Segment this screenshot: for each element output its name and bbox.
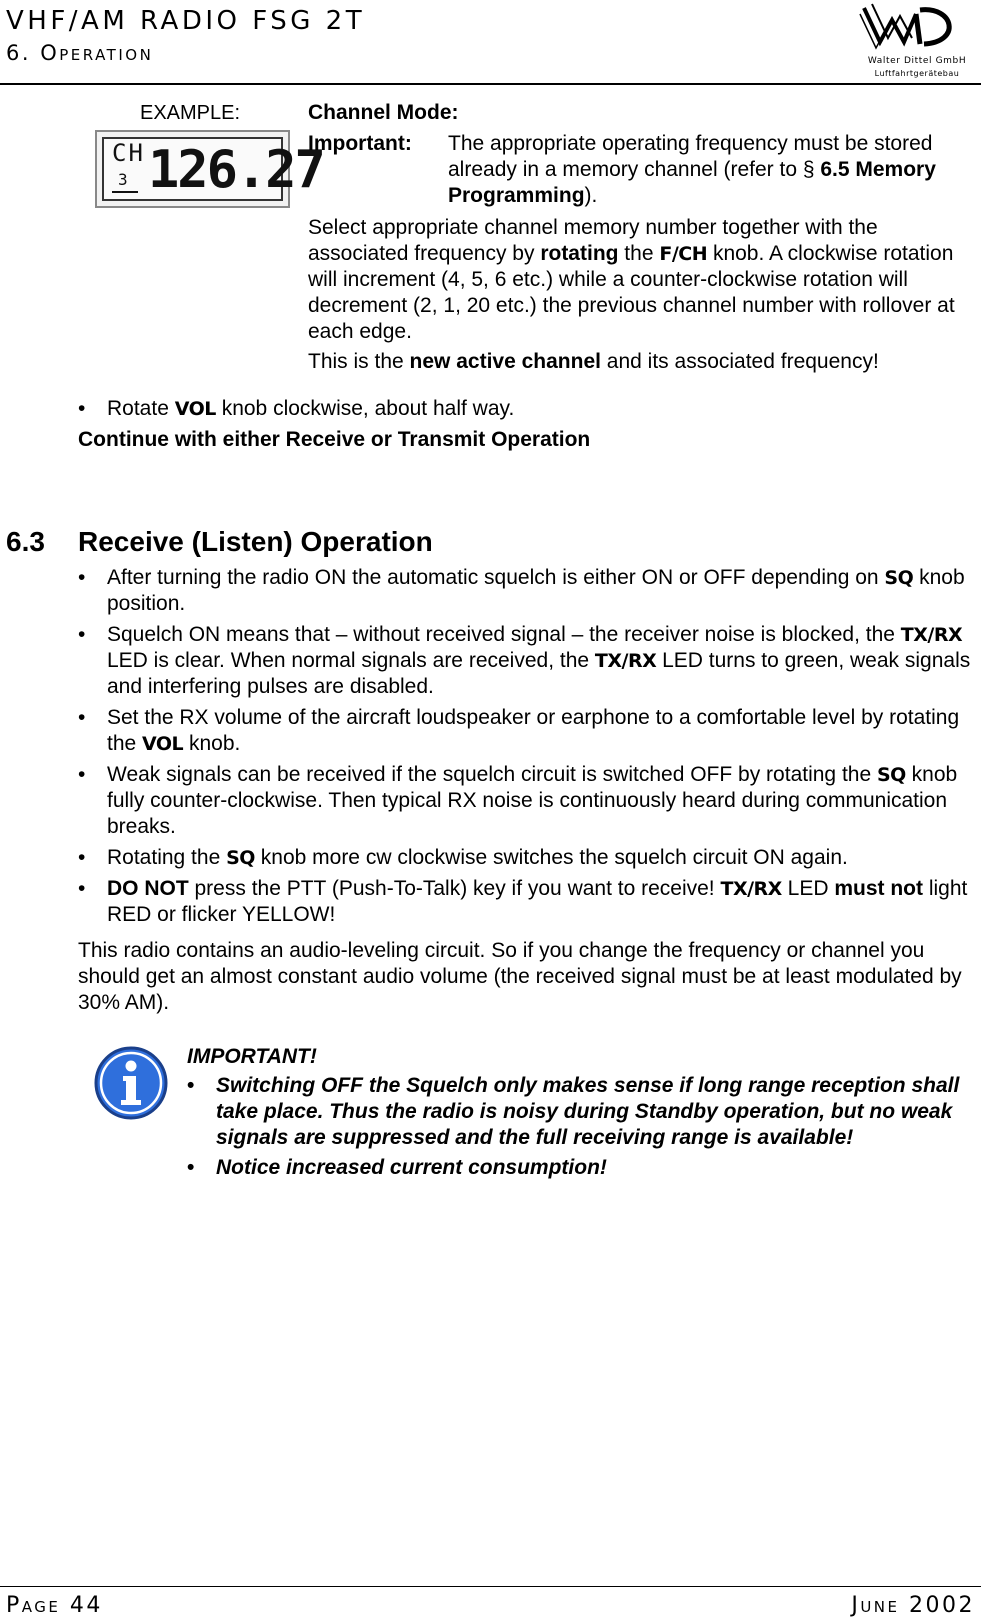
vol-knob-label: VOL bbox=[142, 733, 184, 755]
vol-knob-label: VOL bbox=[174, 398, 216, 420]
fch-knob-label: F/CH bbox=[659, 243, 708, 265]
b3-text-b: knob. bbox=[183, 732, 241, 755]
important-text bbox=[448, 131, 976, 209]
note-item-2: Notice increased current consumption! bbox=[216, 1156, 607, 1179]
memory-programming-ref: 6.5 Memory Programming bbox=[448, 158, 936, 207]
bullet-dot: • bbox=[78, 877, 86, 900]
b1-text-b: knob position. bbox=[107, 566, 965, 615]
p1-text-a: Select appropriate channel memory number together with the associated frequency by bbox=[308, 216, 878, 265]
document-title: VHF/AM RADIO FSG 2T bbox=[6, 6, 366, 36]
footer-rule bbox=[0, 1586, 981, 1587]
channel-select-paragraph bbox=[308, 215, 976, 345]
b5-text-b: knob more cw clockwise switches the squelch circuit ON again. bbox=[254, 846, 848, 869]
b6-text-e: light RED or flicker YELLOW! bbox=[107, 877, 968, 926]
b2-text-a: Squelch ON means that – without received signal – the receiver noise is blocked, the bbox=[107, 623, 901, 646]
list-item bbox=[78, 762, 976, 840]
info-icon-graphic bbox=[93, 1045, 169, 1121]
list-item bbox=[78, 845, 976, 871]
lcd-frequency: 126.27 bbox=[148, 140, 324, 200]
list-item bbox=[78, 622, 976, 700]
important-note-list bbox=[187, 1073, 977, 1181]
channel-mode-heading: Channel Mode: bbox=[308, 101, 459, 124]
important-label: Important: bbox=[308, 132, 412, 155]
vol-text-a: Rotate bbox=[107, 397, 175, 420]
p1-text-c: the bbox=[618, 242, 660, 265]
header-rule bbox=[0, 83, 981, 85]
note-item-1: Switching OFF the Squelch only makes sense if long range reception shall take place. Thus the radio is noisy during Standby operation, but no weak signals are suppressed and the full receiving range is available! bbox=[216, 1074, 960, 1149]
active-channel-paragraph bbox=[308, 349, 976, 375]
page-number: Page 44 bbox=[6, 1593, 103, 1618]
list-item bbox=[78, 565, 976, 617]
sq-knob-label: SQ bbox=[884, 567, 914, 589]
lcd-ch-indicator: CH bbox=[112, 139, 145, 167]
lcd-channel-number: 3 bbox=[118, 170, 128, 189]
important-text-b: ). bbox=[584, 184, 598, 207]
txrx-led-label: TX/RX bbox=[900, 624, 963, 646]
bullet-dot: • bbox=[187, 1156, 195, 1179]
txrx-led-label: TX/RX bbox=[594, 650, 657, 672]
lcd-display bbox=[95, 130, 324, 208]
chapter-title: 6. Operation bbox=[6, 41, 154, 65]
bullet-dot: • bbox=[78, 623, 86, 646]
b2-text-c: LED turns to green, weak signals and interfering pulses are disabled. bbox=[107, 649, 971, 698]
company-logo bbox=[858, 0, 976, 82]
p2-text-a: This is the bbox=[308, 350, 410, 373]
section-number: 6.3 bbox=[6, 526, 45, 557]
must-not-warning: must not bbox=[834, 877, 923, 900]
b2-text-b: LED is clear. When normal signals are received, the bbox=[107, 649, 595, 672]
p2-new-active-channel: new active channel bbox=[409, 350, 601, 373]
bullet-dot: • bbox=[78, 846, 86, 869]
b6-text-b: press the PTT (Push-To-Talk) key if you want to receive! bbox=[188, 877, 721, 900]
b3-text-a: Set the RX volume of the aircraft loudspeaker or earphone to a comfortable level by rotating the bbox=[107, 706, 960, 755]
audio-leveling-paragraph: This radio contains an audio-leveling circuit. So if you change the frequency or channel you should get an almost constant audio volume (the received signal must be at least modulated by 30% AM). bbox=[78, 939, 962, 1014]
b4-text-b: knob fully counter-clockwise. Then typical RX noise is continuously heard during communication breaks. bbox=[107, 763, 958, 838]
important-text-a: The appropriate operating frequency must be stored already in a memory channel (refer to § bbox=[448, 132, 933, 181]
example-label: EXAMPLE: bbox=[140, 102, 241, 124]
sq-knob-label: SQ bbox=[876, 764, 906, 786]
section-heading bbox=[6, 525, 433, 559]
sq-knob-label: SQ bbox=[226, 847, 255, 869]
p1-text-d: knob. A clockwise rotation will increment (4, 5, 6 etc.) while a counter-clockwise rotation will decrement (2, 1, 20 etc.) the previous channel number with rollover at each edge. bbox=[308, 242, 955, 343]
continue-note: Continue with either Receive or Transmit Operation bbox=[78, 428, 591, 451]
bullet-dot: • bbox=[187, 1074, 195, 1097]
p2-text-c: and its associated frequency! bbox=[600, 350, 879, 373]
b5-text-a: Rotating the bbox=[107, 846, 227, 869]
do-not-warning: DO NOT bbox=[107, 877, 189, 900]
info-icon bbox=[93, 1045, 169, 1121]
important-note bbox=[187, 1044, 977, 1185]
lcd-underline bbox=[112, 191, 138, 193]
txrx-led-label: TX/RX bbox=[720, 878, 782, 900]
b4-text-a: Weak signals can be received if the squelch circuit is switched OFF by rotating the bbox=[107, 763, 877, 786]
b1-text-a: After turning the radio ON the automatic squelch is either ON or OFF depending on bbox=[107, 566, 885, 589]
receive-bullet-list bbox=[78, 565, 976, 933]
list-item bbox=[187, 1155, 977, 1181]
list-item bbox=[78, 876, 976, 928]
logo-line-1: Walter Dittel GmbH bbox=[867, 56, 967, 66]
list-item bbox=[187, 1073, 977, 1151]
vol-text-b: knob clockwise, about half way. bbox=[215, 397, 515, 420]
bullet-dot: • bbox=[78, 706, 86, 729]
important-note-heading: IMPORTANT! bbox=[187, 1045, 317, 1068]
logo-line-2: Luftfahrtgerätebau bbox=[874, 69, 960, 78]
section-title: Receive (Listen) Operation bbox=[78, 526, 433, 557]
bullet-dot: • bbox=[78, 566, 86, 589]
p1-rotating: rotating bbox=[540, 242, 619, 265]
bullet-dot: • bbox=[78, 763, 86, 786]
logo-graphic bbox=[858, 0, 976, 82]
vol-bullet: • bbox=[78, 397, 86, 420]
list-item bbox=[78, 705, 976, 757]
footer-date: June 2002 bbox=[851, 1593, 975, 1618]
vol-step-text bbox=[107, 396, 976, 422]
b6-text-c: LED bbox=[781, 877, 835, 900]
